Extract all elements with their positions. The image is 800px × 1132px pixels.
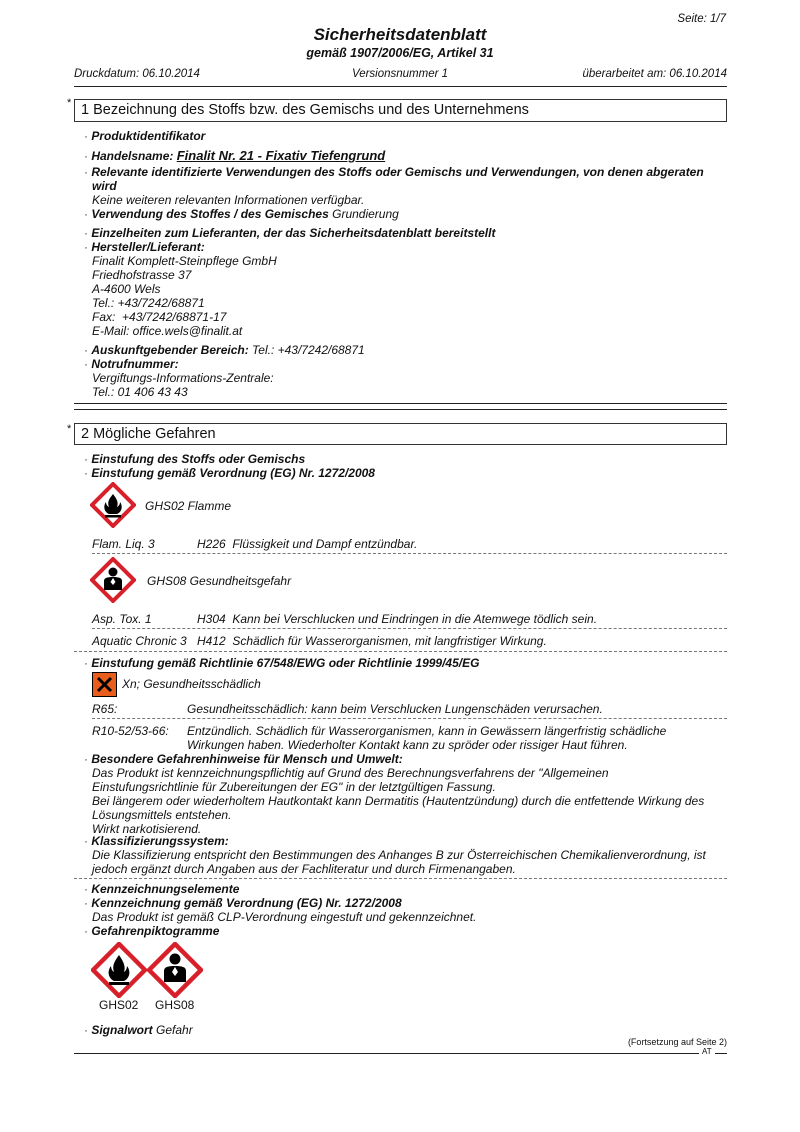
address-line: E-Mail: office.wels@finalit.at (92, 324, 243, 338)
asp-statement: H304 Kann bei Verschlucken und Eindringen in die Atemwege tödlich sein. (197, 612, 598, 626)
flam-class: Flam. Liq. 3 (92, 537, 155, 551)
r10-text-line1: Entzündlich. Schädlich für Wasserorganismen, kann in Gewässern längerfristig schädliche (187, 724, 667, 738)
xn-harmful-icon (92, 672, 117, 697)
no-info-text: Keine weiteren relevanten Informationen verfügbar. (92, 193, 365, 207)
aquatic-statement: H412 Schädlich für Wasserorganismen, mit langfristiger Wirkung. (197, 634, 547, 648)
info-value: Tel.: +43/7242/68871 (252, 343, 365, 357)
r10-text-line2: Wirkungen haben. Wiederholter Kontakt kann zu spröder oder rissiger Haut führen. (187, 738, 628, 752)
health-hazard-icon (147, 942, 203, 998)
address-line: Finalit Komplett-Steinpflege GmbH (92, 254, 277, 268)
address-line: A-4600 Wels (92, 282, 161, 296)
r10-code: R10-52/53-66: (92, 724, 169, 738)
dashed-divider (92, 628, 727, 629)
document-subtitle: gemäß 1907/2006/EG, Artikel 31 (306, 46, 494, 60)
signal-word-value: Gefahr (156, 1023, 193, 1037)
special-hazards-label: · Besondere Gefahrenhinweise für Mensch und Umwelt: (84, 752, 403, 766)
ghs08-label: GHS08 Gesundheitsgefahr (147, 574, 292, 588)
use-value: Grundierung (332, 207, 399, 221)
country-code: AT (702, 1047, 712, 1056)
section-2-title: 2 Mögliche Gefahren (81, 426, 216, 442)
signal-word-row: · Signalwort Gefahr (84, 1023, 193, 1037)
footer-rule (715, 1053, 727, 1054)
page-number: Seite: 1/7 (677, 13, 726, 25)
product-identifier-label: Produktidentifikator (91, 129, 206, 143)
change-marker: * (67, 97, 72, 109)
dashed-divider (74, 651, 727, 652)
supplier-details: · Einzelheiten zum Lieferanten, der das Sicherheitsdatenblatt bereitstellt (84, 226, 496, 240)
continued-note: (Fortsetzung auf Seite 2) (627, 1037, 727, 1047)
pictogram-caption: GHS08 (155, 998, 195, 1012)
manufacturer-label: · Hersteller/Lieferant: (84, 240, 205, 254)
trade-name-row: · Handelsname: Finalit Nr. 21 - Fixativ Tiefengrund (84, 148, 386, 163)
info-label: Auskunftgebender Bereich: (91, 343, 249, 357)
emergency-label: · Notrufnummer: (84, 357, 179, 371)
section-2-header (74, 423, 727, 445)
ghs02-label: GHS02 Flamme (145, 499, 232, 513)
use-label: Verwendung des Stoffes / des Gemisches (91, 207, 329, 221)
special-hazards-line: Einstufungsrichtlinie für Zubereitungen der EG" in der letztgültigen Fassung. (92, 780, 496, 794)
flame-icon (90, 482, 136, 528)
flam-statement: H226 Flüssigkeit und Dampf entzündbar. (197, 537, 418, 551)
section-rule (74, 403, 727, 404)
revision-date: überarbeitet am: 06.10.2014 (582, 68, 727, 80)
trade-name-label: Handelsname: (91, 149, 174, 163)
address-line: Fax: +43/7242/68871-17 (92, 310, 227, 324)
label-clp-label: · Kennzeichnung gemäß Verordnung (EG) Nr. 1272/2008 (84, 896, 402, 910)
change-marker: * (67, 423, 72, 435)
pictogram-caption: GHS02 (99, 998, 139, 1012)
classification-clp-label: · Einstufung gemäß Verordnung (EG) Nr. 1272/2008 (84, 466, 375, 480)
classification-system-line: Die Klassifizierung entspricht den Bestimmungen des Anhanges B zur Österreichischen Chemikalienverordnung, ist (92, 848, 706, 862)
use-row: · Verwendung des Stoffes / des Gemisches Grundierung (84, 207, 399, 221)
dashed-divider (92, 553, 727, 554)
emergency-line: Tel.: 01 406 43 43 (92, 385, 188, 399)
classification-label: · Einstufung des Stoffs oder Gemischs (84, 452, 306, 466)
document-title: Sicherheitsdatenblatt (313, 25, 487, 44)
print-date: Druckdatum: 06.10.2014 (74, 68, 200, 80)
special-hazards-line: Bei längerem oder wiederholtem Hautkontakt kann Dermatitis (Hautentzündung) durch die entfettende Wirkung des (92, 794, 705, 808)
label-clp-text: Das Produkt ist gemäß CLP-Verordnung eingestuft und gekennzeichnet. (92, 910, 477, 924)
health-hazard-icon (90, 557, 136, 603)
address-line: Tel.: +43/7242/68871 (92, 296, 205, 310)
version-number: Versionsnummer 1 (351, 68, 449, 80)
aquatic-class: Aquatic Chronic 3 (92, 634, 187, 648)
dashed-divider (74, 878, 727, 879)
relevant-uses-line1: · Relevante identifizierte Verwendungen des Stoffs oder Gemischs und Verwendungen, von denen abgeraten (84, 165, 704, 179)
section-1-title: 1 Bezeichnung des Stoffs bzw. des Gemischs und des Unternehmens (81, 102, 529, 118)
emergency-line: Vergiftungs-Informations-Zentrale: (92, 371, 274, 385)
label-elements-label: · Kennzeichnungselemente (84, 882, 240, 896)
relevant-uses-line2: wird (92, 179, 117, 193)
classification-dsd-label: · Einstufung gemäß Richtlinie 67/548/EWG oder Richtlinie 1999/45/EG (84, 656, 480, 670)
header-rule (74, 86, 727, 87)
address-line: Friedhofstrasse 37 (92, 268, 192, 282)
footer-rule (74, 1053, 699, 1054)
trade-name-value: Finalit Nr. 21 - Fixativ Tiefengrund (176, 148, 386, 163)
section-1-header (74, 99, 727, 122)
special-hazards-line: Das Produkt ist kennzeichnungspflichtig auf Grund des Berechnungsverfahrens der "Allgemeinen (92, 766, 609, 780)
asp-class: Asp. Tox. 1 (92, 612, 152, 626)
dashed-divider (92, 718, 727, 719)
section-rule (74, 409, 727, 410)
pictograms-label: · Gefahrenpiktogramme (84, 924, 220, 938)
classification-system-line: jedoch ergänzt durch Angaben aus der Fachliteratur und durch Firmenangaben. (92, 862, 516, 876)
product-identifier-row: · Produktidentifikator (84, 129, 206, 143)
classification-system-label: · Klassifizierungssystem: (84, 834, 229, 848)
signal-word-label: Signalwort (91, 1023, 153, 1037)
r65-text: Gesundheitsschädlich: kann beim Verschlucken Lungenschäden verursachen. (187, 702, 603, 716)
xn-label: Xn; Gesundheitsschädlich (122, 677, 261, 691)
special-hazards-line: Lösungsmittels entstehen. (92, 808, 232, 822)
special-hazards-line: Wirkt narkotisierend. (92, 822, 202, 836)
info-row: · Auskunftgebender Bereich: Tel.: +43/7242/68871 (84, 343, 365, 357)
flame-icon (91, 942, 147, 998)
r65-code: R65: (92, 702, 118, 716)
